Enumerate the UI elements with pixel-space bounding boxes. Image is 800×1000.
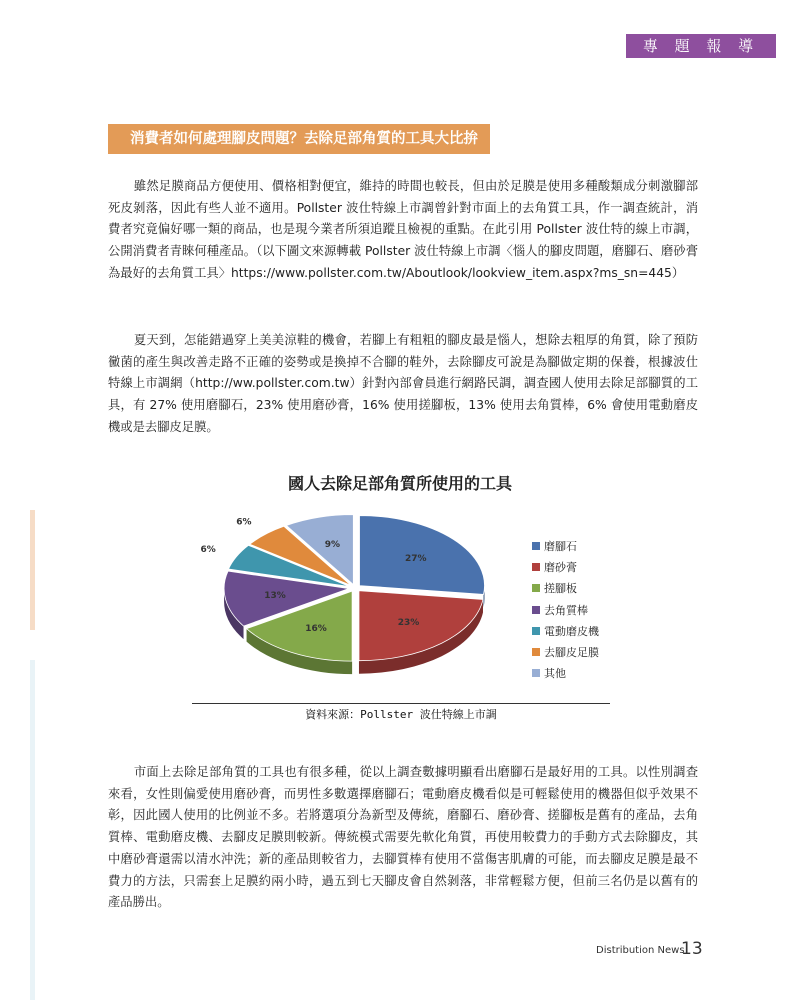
legend-swatch (532, 542, 540, 550)
pie-slice-label-0: 27% (404, 553, 427, 564)
legend-item (532, 621, 622, 642)
edge-strip-orange (30, 510, 35, 630)
legend-label: 磨腳石 (544, 540, 577, 553)
legend-item (532, 557, 622, 578)
pie-slice-1 (359, 591, 483, 661)
legend-swatch (532, 606, 540, 614)
legend-swatch (532, 669, 540, 677)
pie-slice-label-1: 23% (397, 618, 420, 629)
legend-label: 其他 (544, 667, 566, 681)
legend-swatch (532, 584, 540, 592)
page-number: 13 (681, 939, 703, 959)
chart-source: 資料來源：Pollster 波仕特線上市調 (305, 708, 497, 721)
edge-strip-blue (30, 660, 35, 1000)
legend-item (532, 536, 622, 557)
pie-slice-label-3: 13% (264, 591, 286, 602)
chart-legend (532, 536, 622, 684)
legend-item (532, 600, 622, 621)
pie-slice-label-5: 6% (236, 517, 252, 528)
footer-brand: Distribution News (596, 945, 685, 956)
legend-label: 去角質棒 (544, 603, 588, 617)
legend-label: 去腳皮足膜 (544, 645, 599, 659)
pie-slice-label-2: 16% (305, 623, 327, 634)
paragraph-2: 夏天到，怎能錯過穿上美美涼鞋的機會，若腳上有粗粗的腳皮最是惱人，想除去粗厚的角質，除了預防黴菌的產生與改善走路不正確的姿勢或是換掉不合腳的鞋外，去除腳皮可說是為腳做定期的保養，根據波仕特線上市調網（http://ww.pollster.com.tw）針對內部會員進行網路民調，調查國人使用去除足部腳質的工具，有 27% 使用磨腳石，23% 使用磨砂膏，16% 使用搓腳板，13% 使用去角質棒，6% 會使用電動磨皮機或是去腳皮足膜。 (108, 333, 698, 434)
page-edge-decoration (0, 0, 36, 1000)
legend-label: 搓腳板 (544, 582, 577, 596)
pie-chart (200, 510, 620, 710)
article-title: 消費者如何處理腳皮問題？去除足部角質的工具大比拚 (108, 124, 490, 154)
chart-title: 國人去除足部角質所使用的工具 (287, 474, 512, 493)
paragraph-3: 市面上去除足部角質的工具也有很多種，從以上調查數據明顯看出磨腳石是最好用的工具。以性別調查來看，女性則偏愛使用磨砂膏，而男性多數選擇磨腳石；電動磨皮機看似是可輕鬆使用的機器但似乎效果不彰，因此國人使用的比例並不多。若將選項分為新型及傳統，磨腳石、磨砂膏、搓腳板是舊有的產品，去角質棒、電動磨皮機、去腳皮足膜則較新。傳統模式需要先軟化角質，再使用較費力的手動方式去除腳皮，其中磨砂膏還需以清水沖洗；新的產品則較省力，去腳質棒有使用不當傷害肌膚的可能，而去腳皮足膜是最不費力的方法，只需套上足膜約兩小時，過五到七天腳皮會自然剝落，非常輕鬆方便，但前三名仍是以舊有的產品勝出。 (108, 765, 698, 910)
legend-item (532, 642, 622, 663)
section-header: 專 題 報 導 (626, 34, 776, 58)
legend-swatch (532, 648, 540, 656)
legend-item (532, 578, 622, 599)
legend-label: 電動磨皮機 (544, 624, 599, 638)
legend-item (532, 663, 622, 684)
chart-divider (192, 703, 610, 704)
paragraph-1: 雖然足膜商品方便使用、價格相對便宜，維持的時間也較長，但由於足膜是使用多種酸類成分刺激腳部死皮剝落，因此有些人並不適用。Pollster 波仕特線上市調曾針對市面上的去角質工具，作一調查統計，消費者究竟偏好哪一類的商品，也是現今業者所須追蹤且檢視的重點。在此引用 Pollster 波仕特的線上市調，公開消費者青睞何種產品。（以下圖文來源轉載 Pollster 波仕特線上市調〈惱人的腳皮問題，磨腳石、磨砂膏為最好的去角質工具〉https://www.pollster.com.tw/Aboutlook/lookview_item.aspx?ms_sn=445） (108, 179, 698, 280)
legend-swatch (532, 563, 540, 571)
pie-slice-label-6: 9% (324, 540, 341, 551)
pie-chart-svg (200, 510, 530, 710)
pie-slice-label-4: 6% (200, 545, 216, 556)
legend-swatch (532, 627, 540, 635)
legend-label: 磨砂膏 (544, 561, 577, 575)
